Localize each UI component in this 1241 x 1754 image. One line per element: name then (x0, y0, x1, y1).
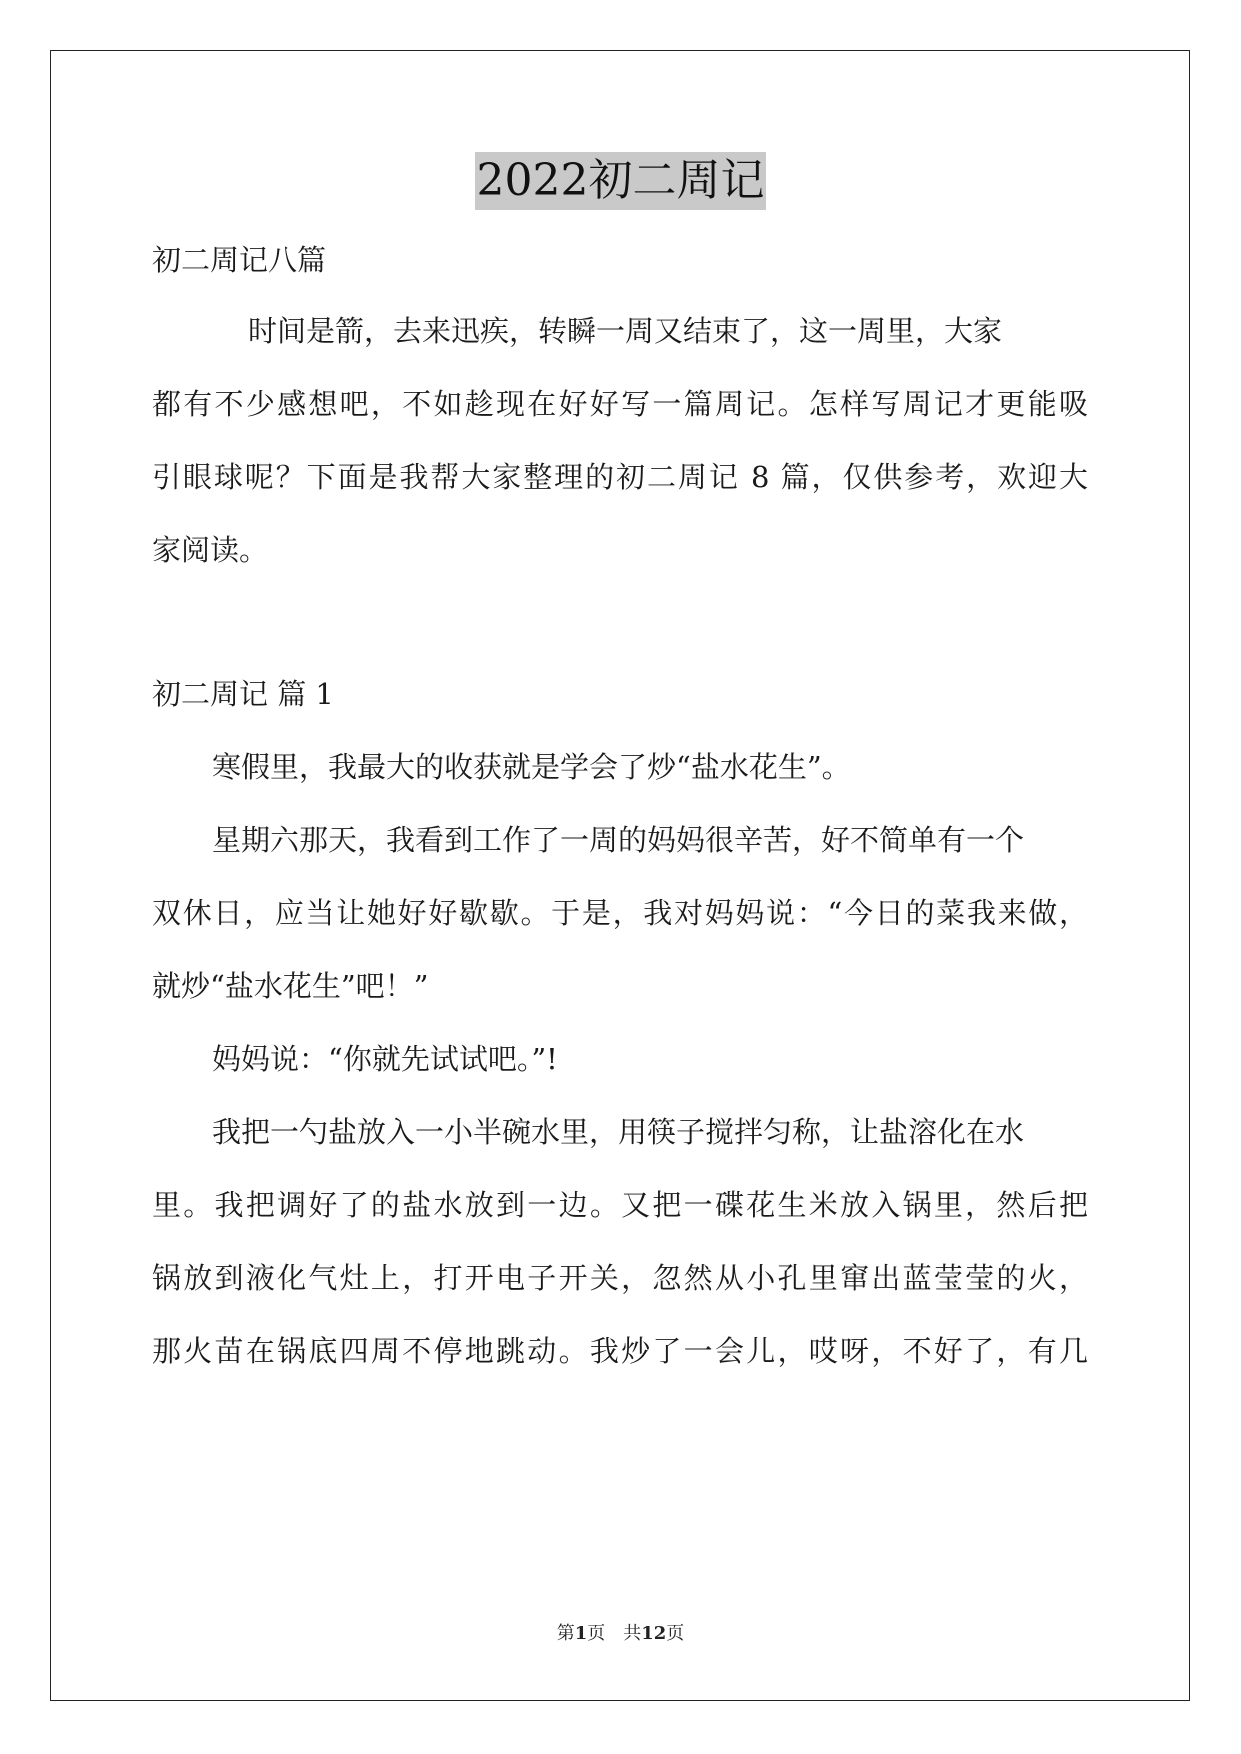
paragraph-line: 寒假里，我最大的收获就是学会了炒“盐水花生”。 (212, 750, 851, 784)
footer-page-mid: 页 (587, 1623, 606, 1644)
paragraph-line: 锅放到液化气灶上，打开电子开关，忽然从小孔里窜出蓝莹莹的火， (152, 1261, 1088, 1295)
document-title: 2022初二周记 (475, 152, 767, 210)
title-container (0, 152, 1241, 210)
paragraph-line: 星期六那天，我看到工作了一周的妈妈很辛苦，好不简单有一个 (212, 823, 1025, 857)
paragraph-line: 我把一勺盐放入一小半碗水里，用筷子搅拌匀称，让盐溶化在水 (212, 1115, 1025, 1149)
paragraph-line: 双休日，应当让她好好歇歇。于是，我对妈妈说：“今日的菜我来做， (152, 896, 1088, 930)
paragraph-line: 那火苗在锅底四周不停地跳动。我炒了一会儿，哎呀，不好了，有几 (152, 1334, 1088, 1368)
footer-page-total: 12 (641, 1623, 667, 1644)
paragraph-line: 妈妈说：“你就先试试吧。”! (212, 1042, 558, 1076)
paragraph-line: 家阅读。 (152, 533, 269, 567)
page-footer (0, 1622, 1241, 1646)
section-heading: 初二周记 篇 1 (152, 677, 334, 711)
page-border (50, 50, 1190, 1701)
footer-page-current: 1 (574, 1623, 588, 1644)
paragraph-line: 引眼球呢？下面是我帮大家整理的初二周记 8 篇，仅供参考，欢迎大 (152, 460, 1088, 494)
footer-total-prefix: 共 (623, 1623, 642, 1644)
paragraph-line: 时间是箭，去来迅疾，转瞬一周又结束了，这一周里，大家 (248, 314, 1003, 348)
paragraph-line: 就炒“盐水花生”吧！” (152, 969, 429, 1003)
footer-total-suffix: 页 (666, 1623, 685, 1644)
footer-page-prefix: 第 (556, 1623, 575, 1644)
paragraph-line: 里。我把调好了的盐水放到一边。又把一碟花生米放入锅里，然后把 (152, 1188, 1088, 1222)
document-subtitle: 初二周记八篇 (152, 243, 327, 277)
paragraph-line: 都有不少感想吧，不如趁现在好好写一篇周记。怎样写周记才更能吸 (152, 387, 1088, 421)
